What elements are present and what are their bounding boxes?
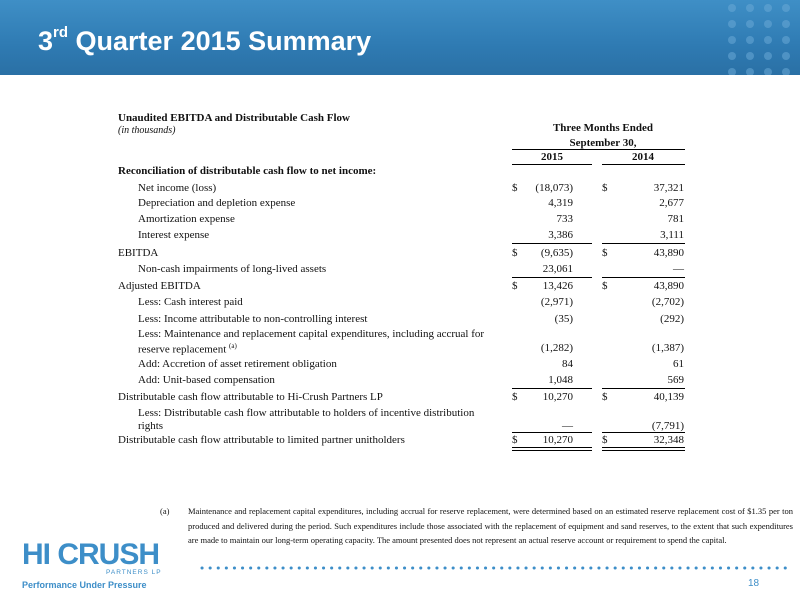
row-label-continued: rights	[138, 420, 164, 432]
row-label: Amortization expense	[138, 213, 235, 225]
row-label: Less: Maintenance and replacement capital expenditures, including accrual for	[138, 328, 485, 340]
year-header-2014: 2014	[632, 151, 654, 163]
row-label: Add: Unit-based compensation	[138, 374, 275, 386]
dollar-sign: $	[512, 280, 518, 292]
dollar-sign: $	[512, 434, 518, 446]
row-label: Distributable cash flow attributable to limited partner unitholders	[118, 434, 405, 446]
value-2014: 781	[667, 213, 684, 225]
value-2015: (2,971)	[540, 296, 573, 308]
value-2015: 10,270	[542, 434, 573, 446]
subtotal-line	[512, 388, 592, 389]
subtotal-line	[512, 243, 592, 244]
logo-wordmark: HI CRUSH	[22, 538, 160, 571]
value-2014: 43,890	[653, 247, 684, 259]
row-label: Less: Income attributable to non-controlling interest	[138, 313, 368, 325]
subtotal-line	[512, 277, 592, 278]
year-underline-2015	[512, 164, 592, 165]
page-number: 18	[748, 578, 760, 589]
logo-tagline: Performance Under Pressure	[22, 580, 147, 590]
row-label: Net income (loss)	[138, 182, 217, 194]
value-2014: 3,111	[660, 229, 684, 241]
row-label: Non-cash impairments of long-lived assets	[138, 263, 327, 275]
total-double-line	[512, 447, 592, 451]
total-double-line	[602, 447, 685, 451]
value-2015: (35)	[554, 313, 573, 325]
subtotal-line	[602, 277, 685, 278]
row-label: EBITDA	[118, 247, 159, 259]
value-2015: 4,319	[548, 197, 573, 209]
row-label-continued: reserve replacement $^{(a)}$	[138, 342, 237, 356]
value-2015: —	[562, 420, 573, 432]
dollar-sign: $	[602, 280, 608, 292]
period-line-2: September 30,	[569, 137, 637, 149]
row-label: Adjusted EBITDA	[118, 280, 201, 292]
table-subtitle: (in thousands)	[118, 125, 176, 136]
value-2015: (9,635)	[540, 247, 573, 259]
value-2014: —	[673, 263, 684, 275]
value-2015: 10,270	[542, 391, 573, 403]
value-2014: 32,348	[653, 434, 684, 446]
row-label: Add: Accretion of asset retirement obligation	[138, 358, 337, 370]
value-2015: 23,061	[542, 263, 573, 275]
value-2014: 61	[673, 358, 684, 370]
company-logo	[20, 535, 170, 595]
value-2014: (2,702)	[651, 296, 684, 308]
value-2015: 733	[556, 213, 573, 225]
dollar-sign: $	[512, 247, 518, 259]
row-label: Interest expense	[138, 229, 210, 241]
period-line-1: Three Months Ended	[552, 122, 654, 134]
value-2014: 569	[667, 374, 684, 386]
value-2015: (18,073)	[535, 182, 573, 194]
decorative-dots	[710, 0, 800, 75]
value-2015: (1,282)	[540, 342, 573, 354]
row-label: Depreciation and depletion expense	[138, 197, 296, 209]
value-2014: (292)	[660, 313, 684, 325]
row-label: Less: Cash interest paid	[138, 296, 243, 308]
footnote-text: Maintenance and replacement capital expenditures, including accrual for reserve replacement, were determined based on an estimated reserve replacement cost of $1.35 per ton produced and delivered during the period. Such expenditures include those associated with the replacement of equipment and sand reserves, to the extent that such expenditures are made to maintain our long-term operating capacity. The amount presented does not represent an actual reserve account or requirement to spend the capital.	[188, 506, 793, 545]
dollar-sign: $	[512, 182, 518, 194]
subtotal-line	[512, 432, 592, 433]
footnote-mark: (a)	[160, 506, 170, 516]
value-2015: 1,048	[548, 374, 573, 386]
header-banner	[0, 0, 800, 75]
value-2014: 43,890	[653, 280, 684, 292]
table-title: Unaudited EBITDA and Distributable Cash Flow	[118, 112, 350, 124]
value-2014: (1,387)	[651, 342, 684, 354]
subtotal-line	[602, 388, 685, 389]
section-heading: Reconciliation of distributable cash flow to net income:	[118, 165, 377, 177]
period-header	[518, 121, 688, 151]
page-title: 3rd Quarter 2015 Summary	[38, 24, 372, 56]
subtotal-line	[602, 243, 685, 244]
subtotal-line	[602, 432, 685, 433]
year-header-2015: 2015	[541, 151, 563, 163]
dollar-sign: $	[602, 247, 608, 259]
footer-dotted-line	[200, 566, 790, 570]
dollar-sign: $	[602, 434, 608, 446]
row-label: Distributable cash flow attributable to Hi-Crush Partners LP	[118, 391, 383, 403]
dollar-sign: $	[512, 391, 518, 403]
value-2014: 37,321	[653, 182, 684, 194]
footnote-ref: (a)	[229, 342, 237, 350]
value-2015: 3,386	[548, 229, 573, 241]
dollar-sign: $	[602, 391, 608, 403]
value-2014: (7,791)	[651, 420, 684, 432]
value-2014: 40,139	[653, 391, 684, 403]
value-2014: 2,677	[659, 197, 684, 209]
value-2015: 13,426	[542, 280, 573, 292]
logo-partners: PARTNERS LP	[106, 569, 162, 576]
row-label: Less: Distributable cash flow attributable to holders of incentive distribution	[138, 407, 475, 419]
year-underline-2014	[602, 164, 685, 165]
dollar-sign: $	[602, 182, 608, 194]
value-2015: 84	[562, 358, 573, 370]
period-underline	[512, 149, 685, 150]
